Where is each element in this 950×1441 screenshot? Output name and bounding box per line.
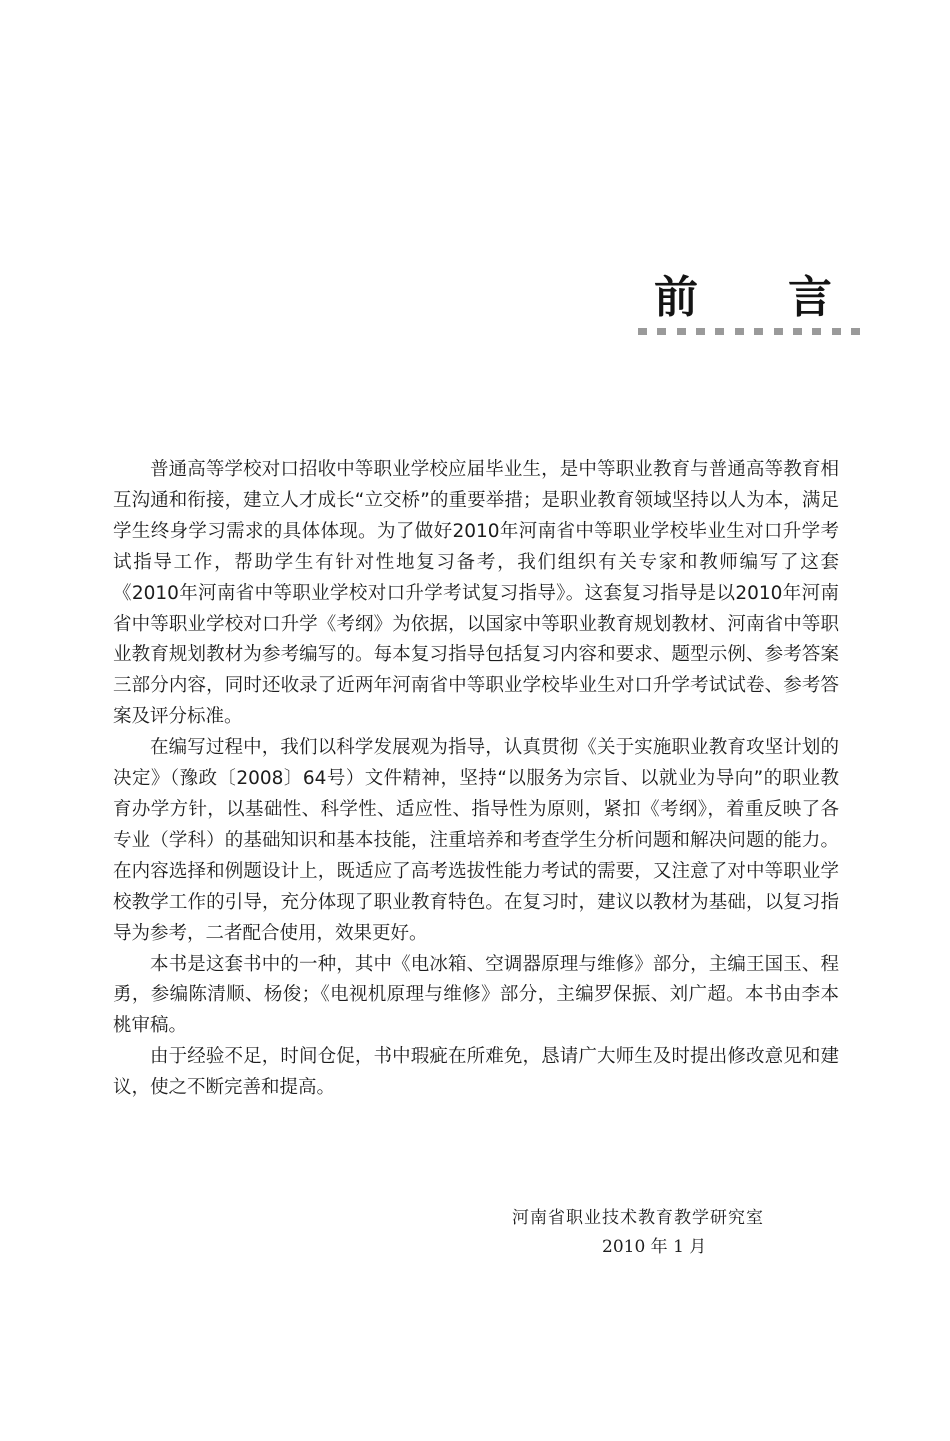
- paragraph-3: 本书是这套书中的一种，其中《电冰箱、空调器原理与维修》部分，主编王国玉、程勇，参编陈清顺、杨俊；《电视机原理与维修》部分，主编罗保振、刘广超。本书由李本桃审稿。: [113, 953, 839, 1037]
- divider-dot: [832, 328, 841, 335]
- divider-dot: [677, 328, 686, 335]
- divider-dot: [774, 328, 783, 335]
- preface-body: [113, 455, 839, 1104]
- title-char-1: 前: [654, 272, 698, 323]
- divider-dot: [812, 328, 821, 335]
- divider-dot: [754, 328, 763, 335]
- divider-dot: [735, 328, 744, 335]
- paragraph-2: 在编写过程中，我们以科学发展观为指导，认真贯彻《关于实施职业教育攻坚计划的决定》（豫政〔2008〕64号）文件精神，坚持“以服务为宗旨、以就业为导向”的职业教育办学方针，以基础性、科学性、适应性、指导性为原则，紧扣《考纲》，着重反映了各专业（学科）的基础知识和基本技能，注重培养和考查学生分析问题和解决问题的能力。在内容选择和例题设计上，既适应了高考选拔性能力考试的需要，又注意了对中等职业学校教学工作的引导，充分体现了职业教育特色。在复习时，建议以教材为基础，以复习指导为参考，二者配合使用，效果更好。: [113, 737, 839, 944]
- signature-block: [500, 1204, 820, 1262]
- paragraph-1: 普通高等学校对口招收中等职业学校应届毕业生，是中等职业教育与普通高等教育相互沟通和衔接，建立人才成长“立交桥”的重要举措；是职业教育领域坚持以人为本，满足学生终身学习需求的具体体现。为了做好2010年河南省中等职业学校毕业生对口升学考试指导工作，帮助学生有针对性地复习备考，我们组织有关专家和教师编写了这套《2010年河南省中等职业学校对口升学考试复习指导》。这套复习指导是以2010年河南省中等职业学校对口升学《考纲》为依据，以国家中等职业教育规划教材、河南省中等职业教育规划教材为参考编写的。每本复习指导包括复习内容和要求、题型示例、参考答案三部分内容，同时还收录了近两年河南省中等职业学校毕业生对口升学考试试卷、参考答案及评分标准。: [113, 459, 839, 728]
- page-title: [636, 270, 861, 350]
- paragraph-4: 由于经验不足，时间仓促，书中瑕疵在所难免，恳请广大师生及时提出修改意见和建议，使之不断完善和提高。: [113, 1046, 839, 1099]
- divider-dot: [696, 328, 705, 335]
- divider-dot: [793, 328, 802, 335]
- divider-dot: [638, 328, 647, 335]
- divider-dot: [657, 328, 666, 335]
- divider-dot: [851, 328, 860, 335]
- title-heading: [636, 270, 861, 330]
- signature-date: 2010 年 1 月: [602, 1237, 707, 1257]
- title-dotted-divider: [638, 328, 860, 336]
- signature-organization: 河南省职业技术教育教学研究室: [512, 1208, 764, 1228]
- title-char-2: 言: [788, 272, 832, 323]
- divider-dot: [715, 328, 724, 335]
